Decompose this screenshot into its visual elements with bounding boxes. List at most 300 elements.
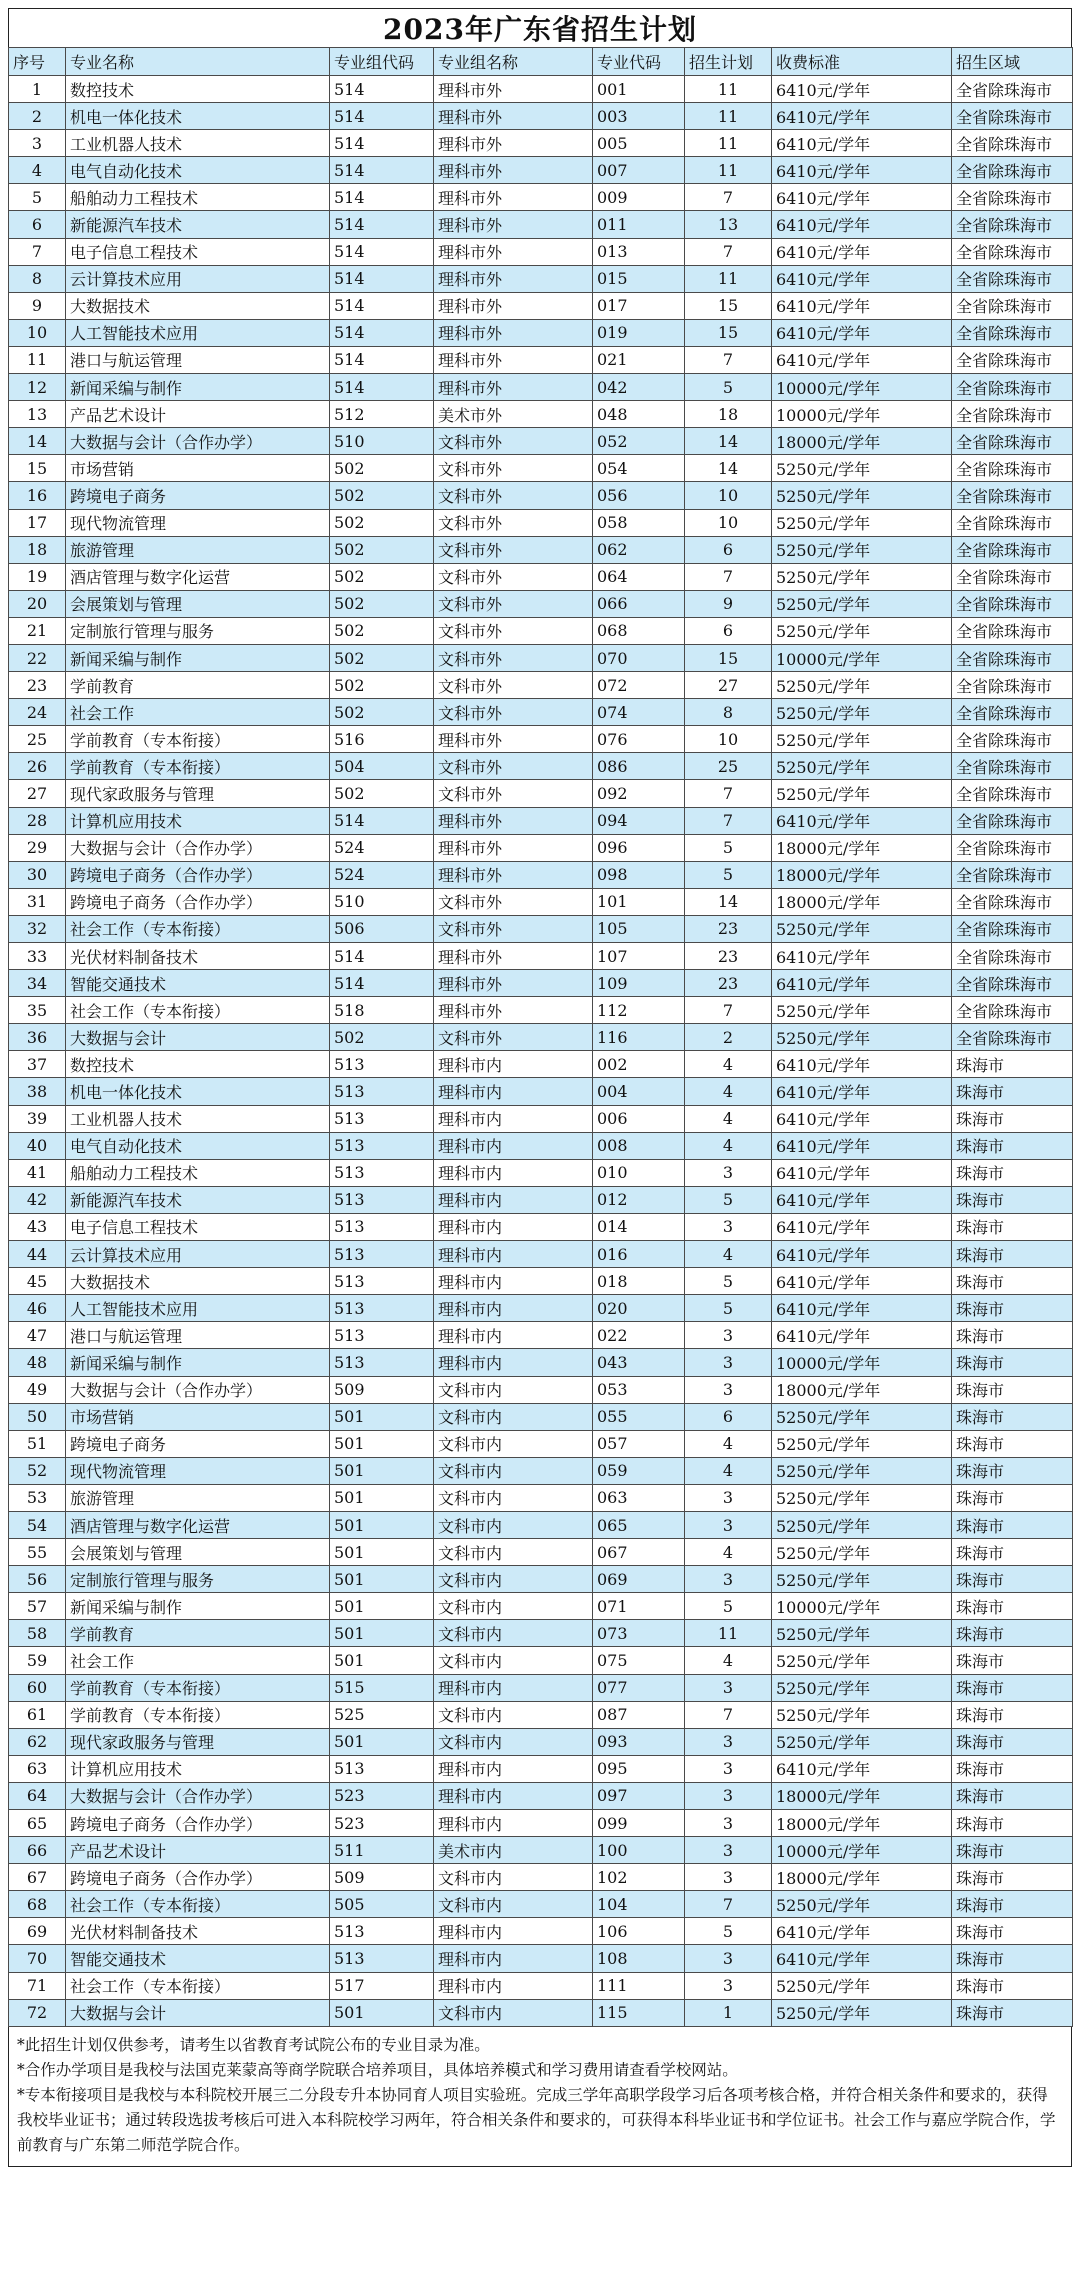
cell-region: 全省除珠海市: [952, 753, 1073, 780]
cell-group-code: 502: [330, 590, 434, 617]
cell-plan: 4: [685, 1241, 772, 1268]
cell-major-code: 019: [593, 319, 685, 346]
cell-fee: 10000元/学年: [772, 1349, 952, 1376]
cell-major-name: 社会工作: [66, 699, 330, 726]
cell-fee: 6410元/学年: [772, 1295, 952, 1322]
cell-major-code: 008: [593, 1132, 685, 1159]
cell-major-code: 112: [593, 997, 685, 1024]
table-row: [9, 130, 1073, 157]
cell-group-name: 文科市外: [434, 672, 593, 699]
cell-major-name: 大数据与会计（合作办学）: [66, 1782, 330, 1809]
cell-group-code: 513: [330, 1132, 434, 1159]
cell-major-name: 定制旅行管理与服务: [66, 617, 330, 644]
cell-fee: 18000元/学年: [772, 1782, 952, 1809]
cell-major-code: 086: [593, 753, 685, 780]
cell-seq: 15: [9, 455, 66, 482]
cell-major-code: 071: [593, 1593, 685, 1620]
cell-region: 珠海市: [952, 1349, 1073, 1376]
cell-fee: 6410元/学年: [772, 157, 952, 184]
cell-major-name: 电气自动化技术: [66, 1132, 330, 1159]
cell-region: 珠海市: [952, 1701, 1073, 1728]
cell-seq: 10: [9, 319, 66, 346]
cell-plan: 5: [685, 834, 772, 861]
cell-major-code: 006: [593, 1105, 685, 1132]
cell-major-code: 098: [593, 861, 685, 888]
cell-plan: 10: [685, 482, 772, 509]
cell-major-code: 072: [593, 672, 685, 699]
cell-seq: 45: [9, 1268, 66, 1295]
cell-plan: 23: [685, 915, 772, 942]
cell-group-code: 502: [330, 672, 434, 699]
cell-group-code: 516: [330, 726, 434, 753]
cell-group-name: 文科市外: [434, 699, 593, 726]
table-row: [9, 915, 1073, 942]
cell-major-name: 学前教育（专本衔接）: [66, 1674, 330, 1701]
cell-plan: 14: [685, 455, 772, 482]
cell-group-code: 513: [330, 1213, 434, 1240]
cell-plan: 3: [685, 1511, 772, 1538]
cell-group-code: 514: [330, 346, 434, 373]
cell-group-code: 514: [330, 103, 434, 130]
cell-major-name: 跨境电子商务（合作办学）: [66, 888, 330, 915]
table-row: [9, 943, 1073, 970]
cell-fee: 6410元/学年: [772, 1268, 952, 1295]
cell-group-code: 502: [330, 780, 434, 807]
cell-group-code: 501: [330, 1539, 434, 1566]
cell-group-name: 理科市内: [434, 1972, 593, 1999]
cell-major-name: 社会工作（专本衔接）: [66, 997, 330, 1024]
cell-major-name: 云计算技术应用: [66, 1241, 330, 1268]
cell-group-name: 理科市外: [434, 157, 593, 184]
table-row: [9, 1810, 1073, 1837]
cell-seq: 4: [9, 157, 66, 184]
table-row: [9, 1241, 1073, 1268]
cell-group-code: 518: [330, 997, 434, 1024]
table-row: [9, 753, 1073, 780]
cell-group-name: 理科市内: [434, 1674, 593, 1701]
cell-group-name: 文科市外: [434, 888, 593, 915]
cell-group-code: 501: [330, 1647, 434, 1674]
cell-region: 全省除珠海市: [952, 780, 1073, 807]
cell-seq: 53: [9, 1484, 66, 1511]
cell-plan: 7: [685, 184, 772, 211]
cell-seq: 18: [9, 536, 66, 563]
cell-fee: 6410元/学年: [772, 970, 952, 997]
cell-major-name: 跨境电子商务（合作办学）: [66, 861, 330, 888]
cell-fee: 5250元/学年: [772, 590, 952, 617]
table-row: [9, 1430, 1073, 1457]
cell-plan: 11: [685, 103, 772, 130]
cell-group-code: 514: [330, 184, 434, 211]
cell-group-name: 美术市内: [434, 1837, 593, 1864]
cell-region: 全省除珠海市: [952, 888, 1073, 915]
table-row: [9, 807, 1073, 834]
cell-major-code: 064: [593, 563, 685, 590]
cell-group-name: 文科市内: [434, 1376, 593, 1403]
cell-group-name: 文科市外: [434, 509, 593, 536]
table-row: [9, 1322, 1073, 1349]
cell-group-code: 501: [330, 1484, 434, 1511]
cell-group-name: 理科市内: [434, 1213, 593, 1240]
cell-fee: 5250元/学年: [772, 753, 952, 780]
cell-plan: 6: [685, 617, 772, 644]
table-row: [9, 1593, 1073, 1620]
cell-group-code: 513: [330, 1322, 434, 1349]
cell-group-code: 513: [330, 1241, 434, 1268]
cell-fee: 5250元/学年: [772, 563, 952, 590]
cell-major-code: 063: [593, 1484, 685, 1511]
cell-fee: 18000元/学年: [772, 1376, 952, 1403]
cell-fee: 5250元/学年: [772, 780, 952, 807]
cell-group-code: 514: [330, 76, 434, 103]
cell-fee: 6410元/学年: [772, 238, 952, 265]
cell-group-code: 501: [330, 1511, 434, 1538]
cell-region: 全省除珠海市: [952, 103, 1073, 130]
notes-section: [8, 2027, 1072, 2167]
cell-fee: 6410元/学年: [772, 292, 952, 319]
cell-region: 全省除珠海市: [952, 157, 1073, 184]
cell-region: 珠海市: [952, 1647, 1073, 1674]
header-group-name: 专业组名称: [434, 48, 593, 76]
cell-group-name: 文科市内: [434, 1647, 593, 1674]
cell-major-name: 港口与航运管理: [66, 1322, 330, 1349]
cell-major-code: 055: [593, 1403, 685, 1430]
cell-major-code: 100: [593, 1837, 685, 1864]
cell-plan: 3: [685, 1945, 772, 1972]
cell-major-name: 智能交通技术: [66, 1945, 330, 1972]
cell-major-code: 021: [593, 346, 685, 373]
cell-seq: 67: [9, 1864, 66, 1891]
cell-major-code: 106: [593, 1918, 685, 1945]
cell-region: 全省除珠海市: [952, 617, 1073, 644]
cell-seq: 17: [9, 509, 66, 536]
cell-plan: 18: [685, 401, 772, 428]
header-plan: 招生计划: [685, 48, 772, 76]
cell-major-name: 船舶动力工程技术: [66, 184, 330, 211]
note-reference: *此招生计划仅供参考，请考生以省教育考试院公布的专业目录为准。: [17, 2035, 490, 2054]
cell-seq: 13: [9, 401, 66, 428]
cell-fee: 6410元/学年: [772, 130, 952, 157]
cell-fee: 5250元/学年: [772, 617, 952, 644]
cell-group-code: 510: [330, 428, 434, 455]
cell-major-name: 酒店管理与数字化运营: [66, 563, 330, 590]
cell-group-code: 501: [330, 1403, 434, 1430]
cell-fee: 6410元/学年: [772, 1945, 952, 1972]
cell-group-name: 文科市外: [434, 590, 593, 617]
cell-group-code: 524: [330, 861, 434, 888]
cell-seq: 9: [9, 292, 66, 319]
cell-group-name: 文科市外: [434, 915, 593, 942]
table-row: [9, 1647, 1073, 1674]
cell-region: 全省除珠海市: [952, 915, 1073, 942]
cell-seq: 26: [9, 753, 66, 780]
cell-fee: 5250元/学年: [772, 726, 952, 753]
cell-region: 全省除珠海市: [952, 428, 1073, 455]
table-row: [9, 997, 1073, 1024]
cell-seq: 3: [9, 130, 66, 157]
cell-group-name: 理科市内: [434, 1295, 593, 1322]
cell-group-code: 511: [330, 1837, 434, 1864]
cell-region: 全省除珠海市: [952, 672, 1073, 699]
cell-seq: 33: [9, 943, 66, 970]
cell-seq: 2: [9, 103, 66, 130]
cell-seq: 54: [9, 1511, 66, 1538]
cell-group-name: 理科市外: [434, 184, 593, 211]
cell-plan: 15: [685, 319, 772, 346]
table-row: [9, 1837, 1073, 1864]
cell-major-name: 船舶动力工程技术: [66, 1159, 330, 1186]
cell-region: 全省除珠海市: [952, 401, 1073, 428]
cell-group-code: 502: [330, 536, 434, 563]
cell-fee: 5250元/学年: [772, 1620, 952, 1647]
cell-fee: 6410元/学年: [772, 1241, 952, 1268]
cell-plan: 5: [685, 1593, 772, 1620]
title-bar: [8, 8, 1072, 47]
table-row: [9, 1918, 1073, 1945]
cell-group-name: 理科市外: [434, 103, 593, 130]
cell-seq: 51: [9, 1430, 66, 1457]
cell-seq: 44: [9, 1241, 66, 1268]
cell-major-name: 智能交通技术: [66, 970, 330, 997]
table-header-row: [9, 48, 1073, 76]
cell-fee: 6410元/学年: [772, 1051, 952, 1078]
cell-fee: 5250元/学年: [772, 915, 952, 942]
cell-major-name: 定制旅行管理与服务: [66, 1566, 330, 1593]
cell-major-code: 073: [593, 1620, 685, 1647]
cell-major-name: 学前教育（专本衔接）: [66, 1701, 330, 1728]
cell-group-name: 文科市外: [434, 753, 593, 780]
cell-fee: 5250元/学年: [772, 1891, 952, 1918]
cell-major-code: 066: [593, 590, 685, 617]
table-row: [9, 617, 1073, 644]
cell-plan: 3: [685, 1782, 772, 1809]
cell-major-name: 社会工作（专本衔接）: [66, 1972, 330, 1999]
cell-plan: 4: [685, 1647, 772, 1674]
cell-major-name: 机电一体化技术: [66, 103, 330, 130]
cell-major-name: 大数据与会计（合作办学）: [66, 1376, 330, 1403]
cell-group-name: 文科市内: [434, 1620, 593, 1647]
cell-major-code: 010: [593, 1159, 685, 1186]
cell-major-code: 059: [593, 1457, 685, 1484]
cell-seq: 7: [9, 238, 66, 265]
cell-plan: 5: [685, 374, 772, 401]
cell-region: 珠海市: [952, 1403, 1073, 1430]
cell-major-code: 095: [593, 1755, 685, 1782]
cell-seq: 43: [9, 1213, 66, 1240]
cell-group-code: 502: [330, 617, 434, 644]
cell-major-code: 020: [593, 1295, 685, 1322]
cell-major-name: 机电一体化技术: [66, 1078, 330, 1105]
cell-seq: 1: [9, 76, 66, 103]
cell-group-name: 理科市内: [434, 1051, 593, 1078]
cell-region: 珠海市: [952, 1728, 1073, 1755]
cell-fee: 6410元/学年: [772, 211, 952, 238]
table-row: [9, 590, 1073, 617]
cell-major-name: 大数据技术: [66, 1268, 330, 1295]
cell-region: 全省除珠海市: [952, 1024, 1073, 1051]
table-row: [9, 1078, 1073, 1105]
cell-region: 全省除珠海市: [952, 726, 1073, 753]
cell-seq: 31: [9, 888, 66, 915]
table-row: [9, 184, 1073, 211]
cell-group-name: 理科市外: [434, 834, 593, 861]
cell-fee: 5250元/学年: [772, 1728, 952, 1755]
cell-plan: 11: [685, 76, 772, 103]
cell-region: 全省除珠海市: [952, 997, 1073, 1024]
cell-region: 全省除珠海市: [952, 834, 1073, 861]
cell-group-code: 514: [330, 211, 434, 238]
cell-fee: 6410元/学年: [772, 346, 952, 373]
cell-group-name: 文科市外: [434, 617, 593, 644]
cell-group-code: 513: [330, 1295, 434, 1322]
cell-group-code: 509: [330, 1376, 434, 1403]
table-row: [9, 1024, 1073, 1051]
cell-group-code: 513: [330, 1078, 434, 1105]
cell-major-code: 087: [593, 1701, 685, 1728]
cell-major-name: 市场营销: [66, 455, 330, 482]
cell-major-code: 093: [593, 1728, 685, 1755]
cell-major-code: 068: [593, 617, 685, 644]
cell-group-name: 文科市内: [434, 1864, 593, 1891]
cell-region: 珠海市: [952, 1268, 1073, 1295]
cell-seq: 6: [9, 211, 66, 238]
cell-seq: 38: [9, 1078, 66, 1105]
cell-region: 珠海市: [952, 1918, 1073, 1945]
table-row: [9, 1051, 1073, 1078]
cell-region: 全省除珠海市: [952, 374, 1073, 401]
cell-seq: 56: [9, 1566, 66, 1593]
cell-group-code: 502: [330, 1024, 434, 1051]
cell-major-code: 097: [593, 1782, 685, 1809]
cell-major-code: 048: [593, 401, 685, 428]
cell-fee: 5250元/学年: [772, 1430, 952, 1457]
cell-major-name: 电气自动化技术: [66, 157, 330, 184]
cell-major-name: 产品艺术设计: [66, 1837, 330, 1864]
cell-seq: 21: [9, 617, 66, 644]
cell-major-code: 069: [593, 1566, 685, 1593]
cell-plan: 4: [685, 1051, 772, 1078]
cell-major-name: 大数据与会计: [66, 1024, 330, 1051]
cell-plan: 3: [685, 1376, 772, 1403]
cell-major-name: 旅游管理: [66, 536, 330, 563]
cell-plan: 5: [685, 1918, 772, 1945]
cell-group-name: 理科市内: [434, 1782, 593, 1809]
cell-group-code: 501: [330, 1566, 434, 1593]
cell-plan: 25: [685, 753, 772, 780]
cell-fee: 5250元/学年: [772, 1484, 952, 1511]
cell-major-name: 数控技术: [66, 76, 330, 103]
cell-plan: 7: [685, 807, 772, 834]
table-row: [9, 482, 1073, 509]
cell-group-code: 515: [330, 1674, 434, 1701]
cell-major-name: 旅游管理: [66, 1484, 330, 1511]
cell-fee: 5250元/学年: [772, 1024, 952, 1051]
cell-major-name: 跨境电子商务（合作办学）: [66, 1864, 330, 1891]
cell-region: 珠海市: [952, 1864, 1073, 1891]
cell-region: 全省除珠海市: [952, 211, 1073, 238]
table-row: [9, 1972, 1073, 1999]
cell-group-code: 502: [330, 482, 434, 509]
cell-group-name: 理科市内: [434, 1186, 593, 1213]
table-row: [9, 644, 1073, 671]
cell-fee: 5250元/学年: [772, 1457, 952, 1484]
cell-region: 全省除珠海市: [952, 536, 1073, 563]
cell-major-code: 022: [593, 1322, 685, 1349]
cell-group-name: 文科市内: [434, 1457, 593, 1484]
cell-fee: 5250元/学年: [772, 1403, 952, 1430]
cell-seq: 27: [9, 780, 66, 807]
cell-region: 珠海市: [952, 1457, 1073, 1484]
cell-group-name: 理科市内: [434, 1078, 593, 1105]
cell-group-name: 理科市内: [434, 1810, 593, 1837]
cell-group-name: 文科市内: [434, 1403, 593, 1430]
table-row: [9, 76, 1073, 103]
cell-group-name: 理科市内: [434, 1755, 593, 1782]
cell-group-name: 理科市外: [434, 861, 593, 888]
cell-fee: 6410元/学年: [772, 1213, 952, 1240]
cell-group-code: 501: [330, 1430, 434, 1457]
cell-major-code: 053: [593, 1376, 685, 1403]
cell-group-name: 文科市内: [434, 1891, 593, 1918]
cell-major-code: 058: [593, 509, 685, 536]
cell-plan: 15: [685, 644, 772, 671]
cell-plan: 3: [685, 1159, 772, 1186]
table-row: [9, 780, 1073, 807]
table-row: [9, 292, 1073, 319]
cell-fee: 6410元/学年: [772, 265, 952, 292]
table-row: [9, 1728, 1073, 1755]
table-row: [9, 1457, 1073, 1484]
cell-group-code: 513: [330, 1268, 434, 1295]
table-row: [9, 1105, 1073, 1132]
cell-region: 全省除珠海市: [952, 346, 1073, 373]
cell-fee: 6410元/学年: [772, 943, 952, 970]
table-row: [9, 374, 1073, 401]
cell-plan: 7: [685, 1701, 772, 1728]
cell-fee: 6410元/学年: [772, 807, 952, 834]
cell-fee: 6410元/学年: [772, 1159, 952, 1186]
cell-fee: 5250元/学年: [772, 536, 952, 563]
cell-major-name: 大数据与会计（合作办学）: [66, 428, 330, 455]
cell-plan: 5: [685, 1295, 772, 1322]
cell-plan: 7: [685, 563, 772, 590]
cell-seq: 11: [9, 346, 66, 373]
cell-region: 全省除珠海市: [952, 455, 1073, 482]
cell-plan: 3: [685, 1349, 772, 1376]
cell-major-name: 现代物流管理: [66, 1457, 330, 1484]
cell-region: 全省除珠海市: [952, 184, 1073, 211]
cell-region: 全省除珠海市: [952, 509, 1073, 536]
cell-group-code: 514: [330, 265, 434, 292]
cell-group-code: 513: [330, 1755, 434, 1782]
cell-major-code: 011: [593, 211, 685, 238]
cell-major-code: 104: [593, 1891, 685, 1918]
cell-group-code: 514: [330, 970, 434, 997]
cell-fee: 18000元/学年: [772, 428, 952, 455]
cell-group-name: 理科市外: [434, 130, 593, 157]
cell-major-code: 108: [593, 1945, 685, 1972]
cell-major-name: 社会工作: [66, 1647, 330, 1674]
cell-plan: 4: [685, 1132, 772, 1159]
cell-group-code: 502: [330, 509, 434, 536]
cell-region: 珠海市: [952, 1511, 1073, 1538]
cell-fee: 18000元/学年: [772, 1810, 952, 1837]
table-row: [9, 346, 1073, 373]
cell-seq: 70: [9, 1945, 66, 1972]
cell-group-name: 文科市外: [434, 563, 593, 590]
table-row: [9, 1132, 1073, 1159]
cell-group-code: 514: [330, 374, 434, 401]
